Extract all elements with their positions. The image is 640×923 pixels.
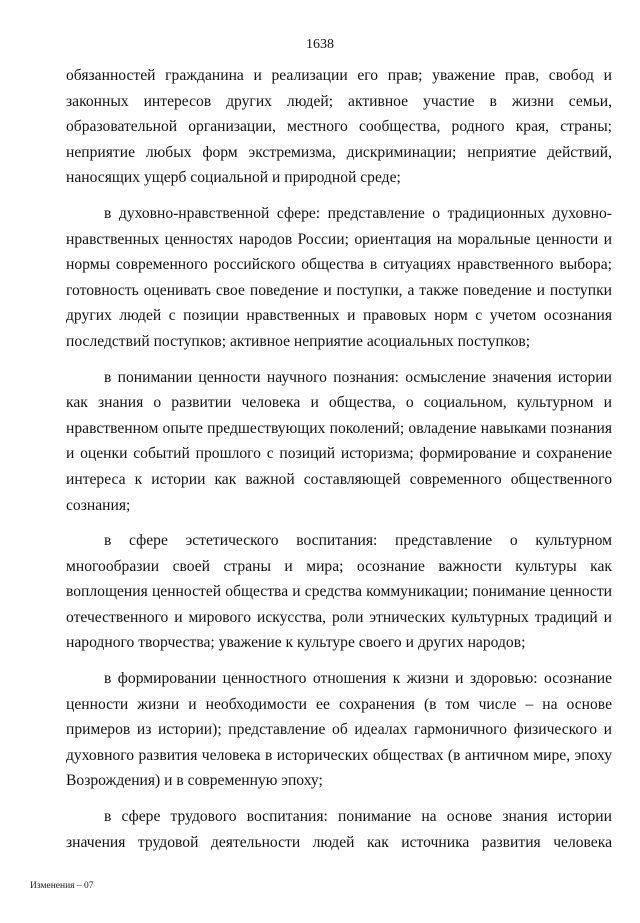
paragraph-aesthetic-education: в сфере эстетического воспитания: представление о культурном многообразии своей страны и мира; осознание важности культуры как воплощения ценностей общества и средства коммуникации; понимание ценности отечественного и мирового искусства, роли этнических культурных традиций и народного творчества; уважение к культуре своего и других народов; bbox=[66, 532, 612, 652]
page-number: 1638 bbox=[306, 37, 334, 52]
paragraph-life-and-health: в формировании ценностного отношения к жизни и здоровью: осознание ценности жизни и необходимости ее сохранения (в том числе – на основе примеров из истории); представление об идеалах гармоничного физического и духовного развития человека в исторических обществах (в античном мире, эпоху Возрождения) и в современную эпоху; bbox=[66, 670, 612, 790]
paragraph-spiritual-moral: в духовно-нравственной сфере: представление о традиционных духовно-нравственных ценностях народов России; ориентация на моральные ценности и нормы современного российского общества в ситуациях нравственного выбора; готовность оценивать свое поведение и поступки, а также поведение и поступки других людей с позиции нравственных и правовых норм с учетом осознания последствий поступков; активное неприятие асоциальных поступков; bbox=[66, 204, 612, 350]
footer-revision-note: Изменения – 07 bbox=[30, 881, 94, 891]
paragraph-civic-continuation: обязанностей гражданина и реализации его прав; уважение прав, свобод и законных интересов других людей; активное участие в жизни семьи, образовательной организации, местного сообщества, родного края, страны; неприятие любых форм экстремизма, дискриминации; неприятие действий, наносящих ущерб социальной и природной среде; bbox=[66, 67, 612, 187]
paragraph-scientific-knowledge: в понимании ценности научного познания: осмысление значения истории как знания о развитии человека и общества, о социальном, культурном и нравственном опыте предшествующих поколений; овладение навыками познания и оценки событий прошлого с позиций историзма; формирование и сохранение интереса к истории как важной составляющей современного общественного сознания; bbox=[66, 368, 612, 514]
document-body bbox=[66, 63, 612, 855]
paragraph-labor-education: в сфере трудового воспитания: понимание на основе знания истории значения трудовой деятельности людей как источника развития человека bbox=[66, 808, 612, 851]
